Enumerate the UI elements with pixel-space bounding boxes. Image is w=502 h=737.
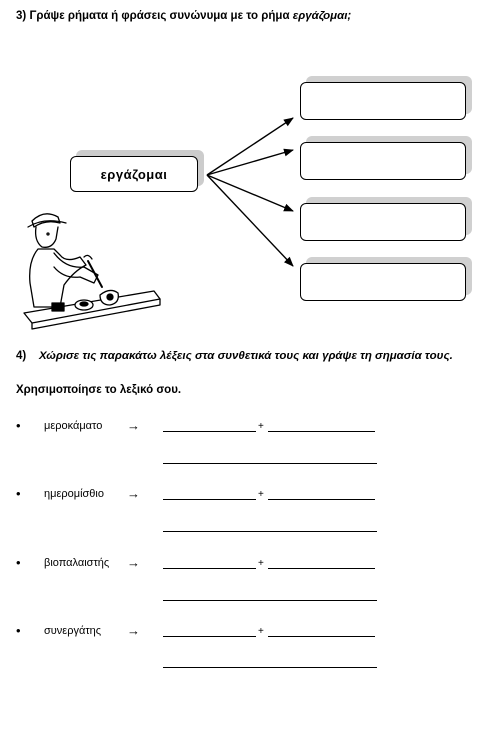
right-arrow-icon: → xyxy=(127,555,140,570)
word-row-1 xyxy=(0,419,502,439)
answer-line-meaning-4[interactable] xyxy=(163,667,377,668)
answer-line-first-part-2[interactable] xyxy=(163,499,256,500)
answer-line-second-part-2[interactable] xyxy=(268,499,375,500)
arrow-to-box-4 xyxy=(207,175,293,266)
plus-sign: + xyxy=(258,626,264,637)
center-word: εργάζομαι xyxy=(100,166,168,182)
answer-line-first-part-4[interactable] xyxy=(163,636,256,637)
word-label-3: βιοπαλαιστής xyxy=(44,557,110,569)
answer-line-first-part-1[interactable] xyxy=(163,431,256,432)
plus-sign: + xyxy=(258,421,264,432)
question-3-number: 3) xyxy=(16,10,27,22)
word-label-2: ημερομίσθιο xyxy=(44,488,104,500)
arrow-to-box-3 xyxy=(207,175,293,211)
answer-line-second-part-4[interactable] xyxy=(268,636,375,637)
plus-sign: + xyxy=(258,558,264,569)
word-row-2 xyxy=(0,487,502,507)
answer-line-second-part-1[interactable] xyxy=(268,431,375,432)
question-4-subtext: Χρησιμοποίησε το λεξικό σου. xyxy=(16,384,182,396)
answer-line-first-part-3[interactable] xyxy=(163,568,256,569)
arrow-to-box-1 xyxy=(207,118,293,175)
plus-sign: + xyxy=(258,489,264,500)
question-4-number: 4) xyxy=(16,350,27,362)
right-arrow-icon: → xyxy=(127,486,140,501)
question-3-verb: εργάζομαι; xyxy=(292,10,352,22)
word-label-4: συνεργάτης xyxy=(44,625,102,637)
bullet: • xyxy=(16,418,21,433)
bullet: • xyxy=(16,555,21,570)
question-4-heading xyxy=(16,350,453,362)
right-arrow-icon: → xyxy=(127,623,140,638)
arrow-to-box-2 xyxy=(207,150,293,175)
right-arrow-icon: → xyxy=(127,418,140,433)
word-row-3 xyxy=(0,556,502,576)
bullet: • xyxy=(16,486,21,501)
worker-illustration xyxy=(14,205,164,335)
word-label-1: μεροκάματο xyxy=(44,420,103,432)
answer-line-meaning-1[interactable] xyxy=(163,463,377,464)
answer-line-meaning-2[interactable] xyxy=(163,531,377,532)
question-4-text: Χώρισε τις παρακάτω λέξεις στα συνθετικά τους και γράψε τη σημασία τους. xyxy=(39,350,453,362)
question-3-text: Γράψε ρήματα ή φράσεις συνώνυμα με το ρήμα xyxy=(29,10,290,22)
answer-line-meaning-3[interactable] xyxy=(163,600,377,601)
answer-line-second-part-3[interactable] xyxy=(268,568,375,569)
bullet: • xyxy=(16,623,21,638)
word-row-4 xyxy=(0,624,502,644)
